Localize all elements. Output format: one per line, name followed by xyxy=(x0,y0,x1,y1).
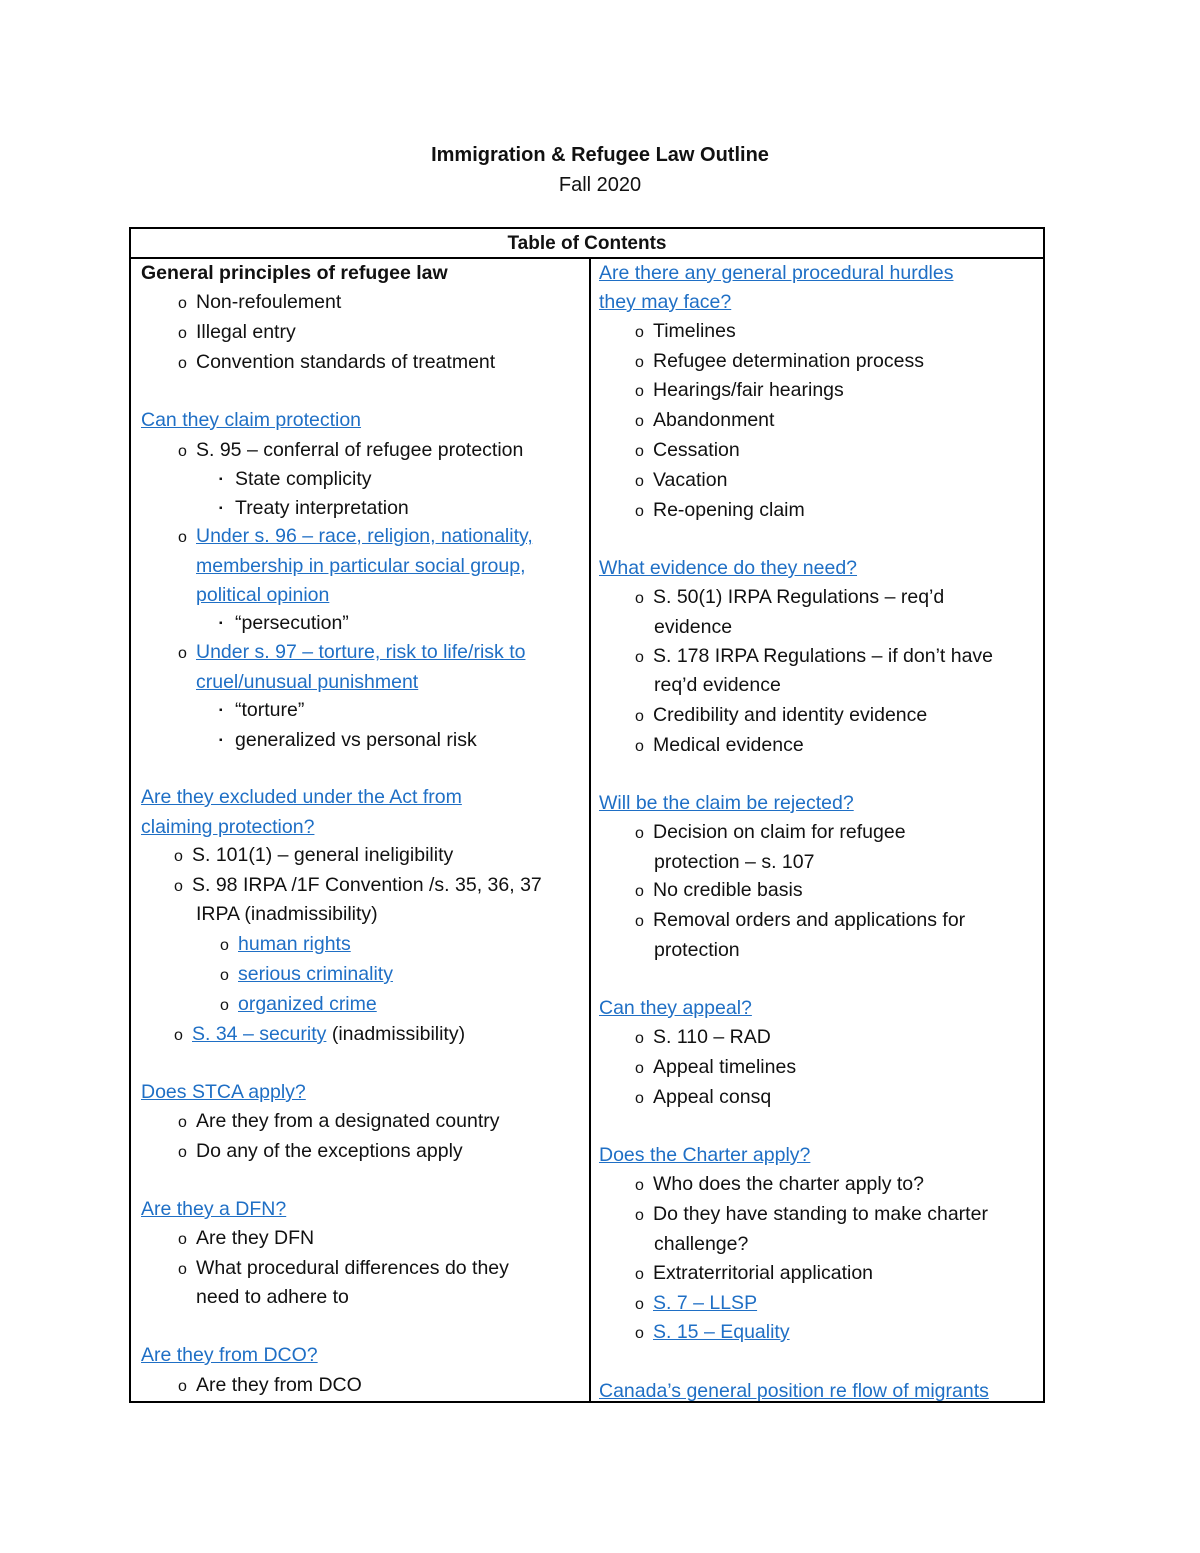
s96-link-cont[interactable]: political opinion xyxy=(196,584,330,606)
list-item xyxy=(178,524,533,550)
circle-bullet-icon: o xyxy=(635,708,644,725)
list-item xyxy=(220,932,351,958)
list-item: o S. 101(1) – general ineligibility xyxy=(174,843,453,869)
s97-link-cont[interactable]: cruel/unusual punishment xyxy=(196,671,419,693)
circle-bullet-icon: o xyxy=(635,1060,644,1077)
section-link-evidence[interactable]: What evidence do they need? xyxy=(599,557,858,579)
circle-bullet-icon: o xyxy=(635,649,644,666)
organized-crime-link[interactable]: organized crime xyxy=(238,993,377,1015)
list-item: o Extraterritorial application xyxy=(635,1261,873,1287)
section-link-stca[interactable]: Does STCA apply? xyxy=(141,1081,306,1103)
list-item: o Removal orders and applications for xyxy=(635,908,965,934)
circle-bullet-icon: o xyxy=(635,738,644,755)
circle-bullet-icon: o xyxy=(178,1378,187,1395)
page-title: Immigration & Refugee Law Outline xyxy=(431,144,769,166)
list-item: ▪ generalized vs personal risk xyxy=(219,729,477,751)
circle-bullet-icon: o xyxy=(635,883,644,900)
list-item-cont: protection – s. 107 xyxy=(654,851,815,873)
page-subtitle: Fall 2020 xyxy=(558,174,642,196)
circle-bullet-icon: o xyxy=(635,443,644,460)
square-bullet-icon: ▪ xyxy=(219,503,223,514)
circle-bullet-icon: o xyxy=(220,937,229,954)
circle-bullet-icon: o xyxy=(635,1207,644,1224)
list-item: o Appeal timelines xyxy=(635,1055,796,1081)
list-item: o S. 98 IRPA /1F Convention /s. 35, 36, 37 xyxy=(174,873,542,899)
list-item: ▪ State complicity xyxy=(219,468,372,490)
circle-bullet-icon: o xyxy=(174,878,183,895)
circle-bullet-icon: o xyxy=(178,443,187,460)
list-item: ▪ Treaty interpretation xyxy=(219,497,409,519)
list-item xyxy=(178,640,525,666)
s34-link[interactable]: S. 34 – security xyxy=(192,1023,327,1045)
list-item xyxy=(220,992,377,1018)
list-item: o S. 95 – conferral of refugee protection xyxy=(178,438,523,464)
circle-bullet-icon: o xyxy=(635,1090,644,1107)
circle-bullet-icon: o xyxy=(178,1144,187,1161)
circle-bullet-icon: o xyxy=(635,913,644,930)
section-link-claim-protection[interactable]: Can they claim protection xyxy=(141,409,362,431)
list-item xyxy=(635,1291,757,1317)
circle-bullet-icon: o xyxy=(635,503,644,520)
s96-link-cont[interactable]: membership in particular social group, xyxy=(196,555,526,577)
circle-bullet-icon: o xyxy=(178,1231,187,1248)
circle-bullet-icon: o xyxy=(178,529,187,546)
circle-bullet-icon: o xyxy=(178,355,187,372)
s97-link[interactable]: Under s. 97 – torture, risk to life/risk to xyxy=(196,641,526,663)
human-rights-link[interactable]: human rights xyxy=(238,933,351,955)
list-item-cont: protection xyxy=(654,939,740,961)
list-item: o S. 50(1) IRPA Regulations – req’d xyxy=(635,585,944,611)
circle-bullet-icon: o xyxy=(178,1114,187,1131)
section-link-excluded-cont[interactable]: claiming protection? xyxy=(141,816,315,838)
section-link-dfn[interactable]: Are they a DFN? xyxy=(141,1198,287,1220)
circle-bullet-icon: o xyxy=(220,997,229,1014)
circle-bullet-icon: o xyxy=(178,325,187,342)
list-item xyxy=(635,1320,790,1346)
square-bullet-icon: ▪ xyxy=(219,705,223,716)
list-item: o S. 34 – security (inadmissibility) xyxy=(174,1022,465,1048)
list-item-cont: req’d evidence xyxy=(654,674,781,696)
s7-link[interactable]: S. 7 – LLSP xyxy=(653,1292,758,1314)
s96-link[interactable]: Under s. 96 – race, religion, nationality, xyxy=(196,525,533,547)
list-item: o Medical evidence xyxy=(635,733,804,759)
list-item-cont: evidence xyxy=(654,616,733,638)
circle-bullet-icon: o xyxy=(635,413,644,430)
circle-bullet-icon: o xyxy=(635,825,644,842)
list-item: o S. 110 – RAD xyxy=(635,1025,771,1051)
list-item: o Non-refoulement xyxy=(178,290,341,316)
list-item: o No credible basis xyxy=(635,878,803,904)
list-item: o Decision on claim for refugee xyxy=(635,820,906,846)
circle-bullet-icon: o xyxy=(174,1027,183,1044)
list-item: o Vacation xyxy=(635,468,727,494)
circle-bullet-icon: o xyxy=(635,324,644,341)
list-item: o Are they DFN xyxy=(178,1226,314,1252)
section-link-dco[interactable]: Are they from DCO? xyxy=(141,1344,318,1366)
list-item: o Abandonment xyxy=(635,408,774,434)
list-item: o Hearings/fair hearings xyxy=(635,378,844,404)
square-bullet-icon: ▪ xyxy=(219,618,223,629)
list-item-cont: challenge? xyxy=(654,1233,749,1255)
toc-header: Table of Contents xyxy=(131,229,1043,259)
list-item: o Appeal consq xyxy=(635,1085,771,1111)
circle-bullet-icon: o xyxy=(635,1030,644,1047)
circle-bullet-icon: o xyxy=(635,1177,644,1194)
circle-bullet-icon: o xyxy=(178,645,187,662)
square-bullet-icon: ▪ xyxy=(219,474,223,485)
section-link-rejected[interactable]: Will be the claim be rejected? xyxy=(599,792,854,814)
list-item: o Re-opening claim xyxy=(635,498,805,524)
serious-criminality-link[interactable]: serious criminality xyxy=(238,963,393,985)
list-item: o Are they from DCO xyxy=(178,1373,362,1399)
list-item: o Cessation xyxy=(635,438,740,464)
circle-bullet-icon: o xyxy=(178,295,187,312)
section-link-canada[interactable]: Canada’s general position re flow of migrants xyxy=(599,1380,989,1402)
circle-bullet-icon: o xyxy=(635,383,644,400)
list-item: o Who does the charter apply to? xyxy=(635,1172,924,1198)
list-item: o Refugee determination process xyxy=(635,349,924,375)
section-link-charter[interactable]: Does the Charter apply? xyxy=(599,1144,811,1166)
list-item: o Illegal entry xyxy=(178,320,296,346)
column-divider xyxy=(589,257,591,1401)
square-bullet-icon: ▪ xyxy=(219,735,223,746)
circle-bullet-icon: o xyxy=(178,1261,187,1278)
section-link-excluded[interactable]: Are they excluded under the Act from xyxy=(141,786,462,808)
list-item-cont: IRPA (inadmissibility) xyxy=(196,903,378,925)
circle-bullet-icon: o xyxy=(220,967,229,984)
circle-bullet-icon: o xyxy=(635,1266,644,1283)
list-item xyxy=(220,962,393,988)
circle-bullet-icon: o xyxy=(635,1325,644,1342)
list-item: o S. 178 IRPA Regulations – if don’t have xyxy=(635,644,993,670)
list-item: o Timelines xyxy=(635,319,736,345)
list-item: o Do any of the exceptions apply xyxy=(178,1139,463,1165)
circle-bullet-icon: o xyxy=(635,590,644,607)
section-link-hurdles-cont[interactable]: they may face? xyxy=(599,291,732,313)
list-item: o Convention standards of treatment xyxy=(178,350,495,376)
list-item: o What procedural differences do they xyxy=(178,1256,509,1282)
list-item: o Credibility and identity evidence xyxy=(635,703,927,729)
list-item: o Are they from a designated country xyxy=(178,1109,500,1135)
circle-bullet-icon: o xyxy=(174,848,183,865)
circle-bullet-icon: o xyxy=(635,354,644,371)
list-item: ▪ “persecution” xyxy=(219,612,349,634)
s15-link[interactable]: S. 15 – Equality xyxy=(653,1321,790,1343)
list-item-cont: need to adhere to xyxy=(196,1286,349,1308)
circle-bullet-icon: o xyxy=(635,473,644,490)
table-of-contents xyxy=(129,227,1045,1403)
list-item: o Do they have standing to make charter xyxy=(635,1202,988,1228)
section-link-hurdles[interactable]: Are there any general procedural hurdles xyxy=(599,262,954,284)
section-link-appeal[interactable]: Can they appeal? xyxy=(599,997,752,1019)
list-item: ▪ “torture” xyxy=(219,699,305,721)
section-heading-general: General principles of refugee law xyxy=(141,262,448,284)
circle-bullet-icon: o xyxy=(635,1296,644,1313)
